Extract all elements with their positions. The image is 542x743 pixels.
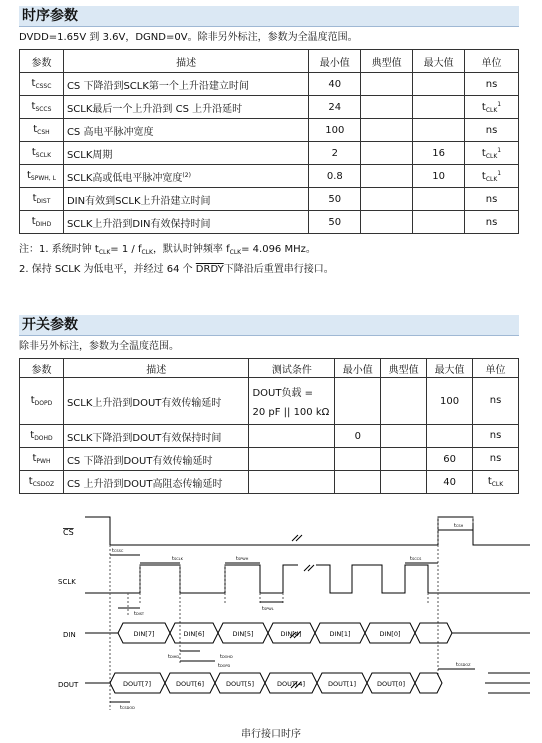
header-unit: 单位 [465, 50, 519, 73]
param-symbol: $t_{CSSC}$ [20, 73, 64, 96]
param-max: 100 [427, 378, 473, 425]
header-min: 最小值 [309, 50, 361, 73]
table-row [20, 448, 519, 471]
serial-timing-diagram [0, 505, 542, 723]
param-symbol: $t_{PWH}$ [20, 448, 64, 471]
cs-label: CS [63, 528, 74, 537]
dout-cell: DOUT[6] [175, 680, 205, 688]
dout-cell: DOUT[5] [225, 680, 255, 688]
param-typ [361, 211, 413, 234]
t-dohd-label: tDOPD [218, 663, 231, 669]
param-max [413, 119, 465, 142]
param-cond [249, 471, 335, 494]
switching-section-title: 开关参数 [19, 315, 519, 336]
param-unit: ns [465, 188, 519, 211]
t-dopd-label: tDOHD [220, 654, 233, 660]
header-typ: 典型值 [381, 359, 427, 378]
param-desc: SCLK上升沿到DOUT有效传输延时 [63, 378, 249, 425]
param-typ [381, 378, 427, 425]
timing-note-1: 注：1. 系统时钟 $t_{CLK}= 1 / f_{CLK}$，默认时钟频率 $f_{CLK}= 4.096$ MHz。 [19, 244, 316, 256]
param-min: 50 [309, 188, 361, 211]
sclk-label: SCLK [58, 578, 76, 586]
param-symbol: $t_{DOPD}$ [20, 378, 64, 425]
t-spwl-label: tSPWL [262, 606, 274, 612]
param-max [413, 73, 465, 96]
param-cond [249, 448, 335, 471]
din-label: DIN [63, 631, 76, 639]
param-unit: ns [473, 448, 519, 471]
param-min: 50 [309, 211, 361, 234]
param-desc: CS 下降沿到DOUT有效传输延时 [63, 448, 249, 471]
dout-cell: DOUT[7] [122, 680, 152, 688]
param-min [335, 471, 381, 494]
t-sclk-label: tSCLK [172, 556, 183, 562]
table-row [20, 142, 519, 165]
header-param: 参数 [20, 359, 64, 378]
param-min: 0.8 [309, 165, 361, 188]
switching-header-row [20, 359, 519, 378]
param-desc: SCLK周期 [63, 142, 308, 165]
t-csdod-label: tCSDOD [120, 705, 135, 711]
header-max: 最大值 [427, 359, 473, 378]
table-row [20, 96, 519, 119]
param-unit: $t_{CLK}^1$ [465, 165, 519, 188]
param-symbol: $t_{SPWH, L}$ [20, 165, 64, 188]
param-max: 60 [427, 448, 473, 471]
param-unit: ns [473, 425, 519, 448]
timing-subtitle: DVDD=1.65V 到 3.6V，DGND=0V。除非另外标注，参数为全温度范围。 [19, 32, 358, 43]
param-min: 0 [335, 425, 381, 448]
header-desc: 描述 [63, 359, 249, 378]
dout-cell: DOUT[4] [276, 680, 306, 688]
param-unit: ns [473, 378, 519, 425]
param-min [335, 448, 381, 471]
param-desc: SCLK上升沿到DIN有效保持时间 [63, 211, 308, 234]
header-unit: 单位 [473, 359, 519, 378]
param-min: 2 [309, 142, 361, 165]
timing-header-row [20, 50, 519, 73]
param-desc: CS 上升沿到DOUT高阻态传输延时 [63, 471, 249, 494]
diagram-caption: 串行接口时序 [241, 729, 301, 740]
param-cond: DOUT负载 = 20 pF || 100 kΩ [249, 378, 335, 425]
param-min: 24 [309, 96, 361, 119]
switching-subtitle: 除非另外标注，参数为全温度范围。 [19, 341, 179, 352]
param-symbol: $t_{SCLK}$ [20, 142, 64, 165]
param-max [427, 425, 473, 448]
timing-note-2: 2. 保持 SCLK 为低电平，并经过 64 个 DRDY下降沿后重置串行接口。 [19, 264, 334, 275]
table-row [20, 471, 519, 494]
t-spwh-label: tSPWH [236, 556, 249, 562]
header-min: 最小值 [335, 359, 381, 378]
timing-table [19, 49, 519, 234]
param-typ [361, 165, 413, 188]
param-typ [381, 425, 427, 448]
t-dist-label: tDIST [134, 611, 145, 617]
param-typ [361, 73, 413, 96]
param-typ [381, 471, 427, 494]
table-row [20, 211, 519, 234]
param-min: 100 [309, 119, 361, 142]
sclk-waveform-2 [316, 565, 530, 593]
table-row [20, 378, 519, 425]
param-symbol: $t_{DIST}$ [20, 188, 64, 211]
din-cell: DIN[0] [379, 630, 401, 638]
sclk-waveform [85, 565, 298, 593]
cs-waveform [85, 517, 530, 545]
param-typ [381, 448, 427, 471]
t-cssc-label: tCSSC [112, 548, 124, 554]
table-row [20, 119, 519, 142]
param-cond [249, 425, 335, 448]
din-cell: DIN[5] [232, 630, 254, 638]
table-row [20, 188, 519, 211]
dout-label: DOUT [58, 681, 79, 689]
param-typ [361, 188, 413, 211]
param-symbol: $t_{SCCS}$ [20, 96, 64, 119]
param-max [413, 211, 465, 234]
param-symbol: $t_{CSH}$ [20, 119, 64, 142]
param-unit: $t_{CLK}^1$ [465, 96, 519, 119]
t-sccs-label: tSCCS [410, 556, 422, 562]
param-unit: ns [465, 119, 519, 142]
param-typ [361, 96, 413, 119]
param-max: 40 [427, 471, 473, 494]
param-max [413, 188, 465, 211]
param-max [413, 96, 465, 119]
header-desc: 描述 [63, 50, 308, 73]
param-desc: SCLK最后一个上升沿到 CS 上升沿延时 [63, 96, 308, 119]
param-symbol: $t_{DIHD}$ [20, 211, 64, 234]
header-typ: 典型值 [361, 50, 413, 73]
param-desc: CS 下降沿到SCLK第一个上升沿建立时间 [63, 73, 308, 96]
param-min [335, 378, 381, 425]
param-unit: ns [465, 211, 519, 234]
switching-table [19, 358, 519, 494]
t-dihd-label: tDIHD [168, 654, 180, 660]
param-desc: DIN有效到SCLK上升沿建立时间 [63, 188, 308, 211]
din-cell: DIN[7] [133, 630, 155, 638]
header-cond: 测试条件 [249, 359, 335, 378]
header-param: 参数 [20, 50, 64, 73]
param-max: 10 [413, 165, 465, 188]
param-typ [361, 142, 413, 165]
din-cell: DIN[1] [329, 630, 351, 638]
table-row [20, 425, 519, 448]
t-csh-label: tCSH [454, 523, 464, 529]
param-symbol: $t_{CSDOZ}$ [20, 471, 64, 494]
din-cell: DIN[6] [183, 630, 205, 638]
param-unit: $t_{CLK}$ [473, 471, 519, 494]
din-cell: DIN[4] [280, 630, 302, 638]
param-desc: SCLK下降沿到DOUT有效保持时间 [63, 425, 249, 448]
param-desc: SCLK高或低电平脉冲宽度$^{(2)}$ [63, 165, 308, 188]
param-unit: $t_{CLK}^1$ [465, 142, 519, 165]
param-unit: ns [465, 73, 519, 96]
header-max: 最大值 [413, 50, 465, 73]
param-symbol: $t_{DOHD}$ [20, 425, 64, 448]
table-row [20, 73, 519, 96]
break-marks [290, 535, 314, 688]
param-typ [361, 119, 413, 142]
dout-cell: DOUT[0] [376, 680, 406, 688]
param-min: 40 [309, 73, 361, 96]
timing-section-title: 时序参数 [19, 6, 519, 27]
param-max: 16 [413, 142, 465, 165]
dout-cell: DOUT[1] [327, 680, 357, 688]
param-desc: CS 高电平脉冲宽度 [63, 119, 308, 142]
table-row [20, 165, 519, 188]
t-csdoz-label: tCSDOZ [456, 662, 471, 668]
